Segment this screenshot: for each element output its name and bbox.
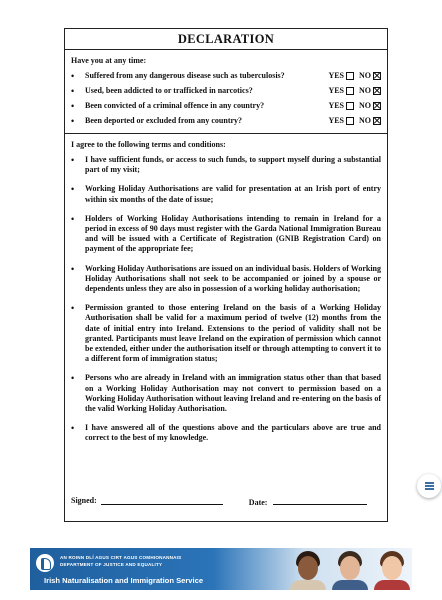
- service-name: Irish Naturalisation and Immigration Service: [44, 576, 204, 585]
- no-checkbox[interactable]: [373, 102, 381, 110]
- term-text: I have answered all of the questions above and the particulars above are true and correct to the best of my knowledge.: [85, 423, 381, 443]
- inis-banner: [30, 548, 412, 590]
- bullet-icon: •: [71, 70, 75, 81]
- bullet-icon: •: [71, 303, 75, 314]
- signature-row: [71, 496, 381, 507]
- term-item: [71, 155, 381, 175]
- bullet-icon: •: [71, 155, 75, 165]
- dept-name-english: DEPARTMENT OF JUSTICE AND EQUALITY: [60, 562, 163, 567]
- bullet-icon: •: [71, 423, 75, 434]
- answer-group: [328, 71, 381, 80]
- bullet-icon: •: [71, 263, 75, 274]
- term-item: [71, 423, 381, 443]
- term-text: Working Holiday Authorisations are valid for presentation at an Irish port of entry within six months of the date of issue;: [85, 184, 381, 204]
- terms-section: [65, 134, 387, 444]
- answer-group: [328, 86, 381, 95]
- term-item: [71, 373, 381, 414]
- harp-logo-icon: [36, 554, 54, 572]
- no-label: NO: [359, 101, 371, 110]
- banner-photo-person-1: [288, 548, 328, 590]
- yes-checkbox[interactable]: [346, 117, 354, 125]
- term-item: [71, 214, 381, 255]
- yes-label: YES: [328, 86, 344, 95]
- date-label: Date:: [248, 498, 268, 507]
- answer-group: [328, 116, 381, 125]
- no-checkbox[interactable]: [373, 117, 381, 125]
- term-list: [71, 155, 381, 444]
- no-label: NO: [359, 71, 371, 80]
- bullet-icon: •: [71, 115, 75, 126]
- no-checkbox[interactable]: [373, 87, 381, 95]
- yes-checkbox[interactable]: [346, 87, 354, 95]
- bullet-icon: •: [71, 85, 75, 96]
- term-item: [71, 303, 381, 364]
- term-text: Permission granted to those entering Ireland on the basis of a Working Holiday Authorisation shall be valid for a maximum period of twelve (12) months from the date of initial entry into Ireland. Extensions to the period of validity shall not be granted. Participants must leave Ireland on the expiration of permission which cannot be extended, either under the authorisation itself or through attempting to convert it to a different form of immigration status;: [85, 303, 381, 364]
- question-text: Been convicted of a criminal offence in any country?: [85, 101, 265, 110]
- no-label: NO: [359, 116, 371, 125]
- yes-checkbox[interactable]: [346, 72, 354, 80]
- bullet-icon: •: [71, 373, 75, 384]
- question-text: Used, been addicted to or trafficked in narcotics?: [85, 86, 253, 95]
- yes-label: YES: [328, 101, 344, 110]
- side-menu-button[interactable]: [417, 474, 441, 498]
- no-checkbox[interactable]: [373, 72, 381, 80]
- question-row: [71, 83, 381, 98]
- signed-label: Signed:: [71, 496, 97, 505]
- no-label: NO: [359, 86, 371, 95]
- signature-field[interactable]: [101, 496, 223, 505]
- answer-group: [328, 101, 381, 110]
- banner-photo-person-2: [330, 548, 370, 590]
- banner-photo-person-3: [372, 548, 412, 590]
- question-text: Suffered from any dangerous disease such as tuberculosis?: [85, 71, 285, 80]
- yes-label: YES: [328, 116, 344, 125]
- dept-name-irish: AN ROINN DLÍ AGUS CIRT AGUS COMHIONANNAIS: [60, 555, 182, 560]
- term-text: Persons who are already in Ireland with an immigration status other than that based on a Working Holiday Authorisation may not convert to permission based on a Working Holiday Authorisation without leaving Ireland and re-entering on the basis of the valid Working Holiday Authorisation.: [85, 373, 381, 414]
- questions-intro: Have you at any time:: [71, 56, 147, 65]
- bullet-icon: •: [71, 213, 75, 224]
- date-field[interactable]: [273, 496, 367, 505]
- menu-lines-icon: [425, 481, 434, 491]
- question-row: [71, 98, 381, 113]
- question-row: [71, 68, 381, 83]
- question-text: Been deported or excluded from any country?: [85, 116, 243, 125]
- terms-intro: I agree to the following terms and conditions:: [71, 140, 226, 149]
- declaration-form: [64, 28, 388, 522]
- questions-section: [65, 50, 387, 134]
- term-text: Working Holiday Authorisations are issued on an individual basis. Holders of Working Holiday Authorisations shall not seek to be accompanied or joined by a spouse or dependents unless they are also in possession of a working holiday authorisation;: [85, 263, 381, 294]
- question-list: [71, 68, 381, 128]
- form-title: DECLARATION: [65, 29, 387, 50]
- term-text: Holders of Working Holiday Authorisations intending to remain in Ireland for a period in excess of 90 days must register with the Garda National Immigration Bureau and will be issued with a Certificate of Registration (GNIB Registration Card) on payment of the appropriate fee;: [85, 213, 381, 254]
- bullet-icon: •: [71, 100, 75, 111]
- date-group: [249, 496, 368, 507]
- yes-checkbox[interactable]: [346, 102, 354, 110]
- yes-label: YES: [328, 71, 344, 80]
- question-row: [71, 113, 381, 128]
- term-item: [71, 184, 381, 204]
- term-text: I have sufficient funds, or access to such funds, to support myself during a substantial part of my visit;: [85, 155, 381, 175]
- term-item: [71, 264, 381, 295]
- bullet-icon: •: [71, 184, 75, 195]
